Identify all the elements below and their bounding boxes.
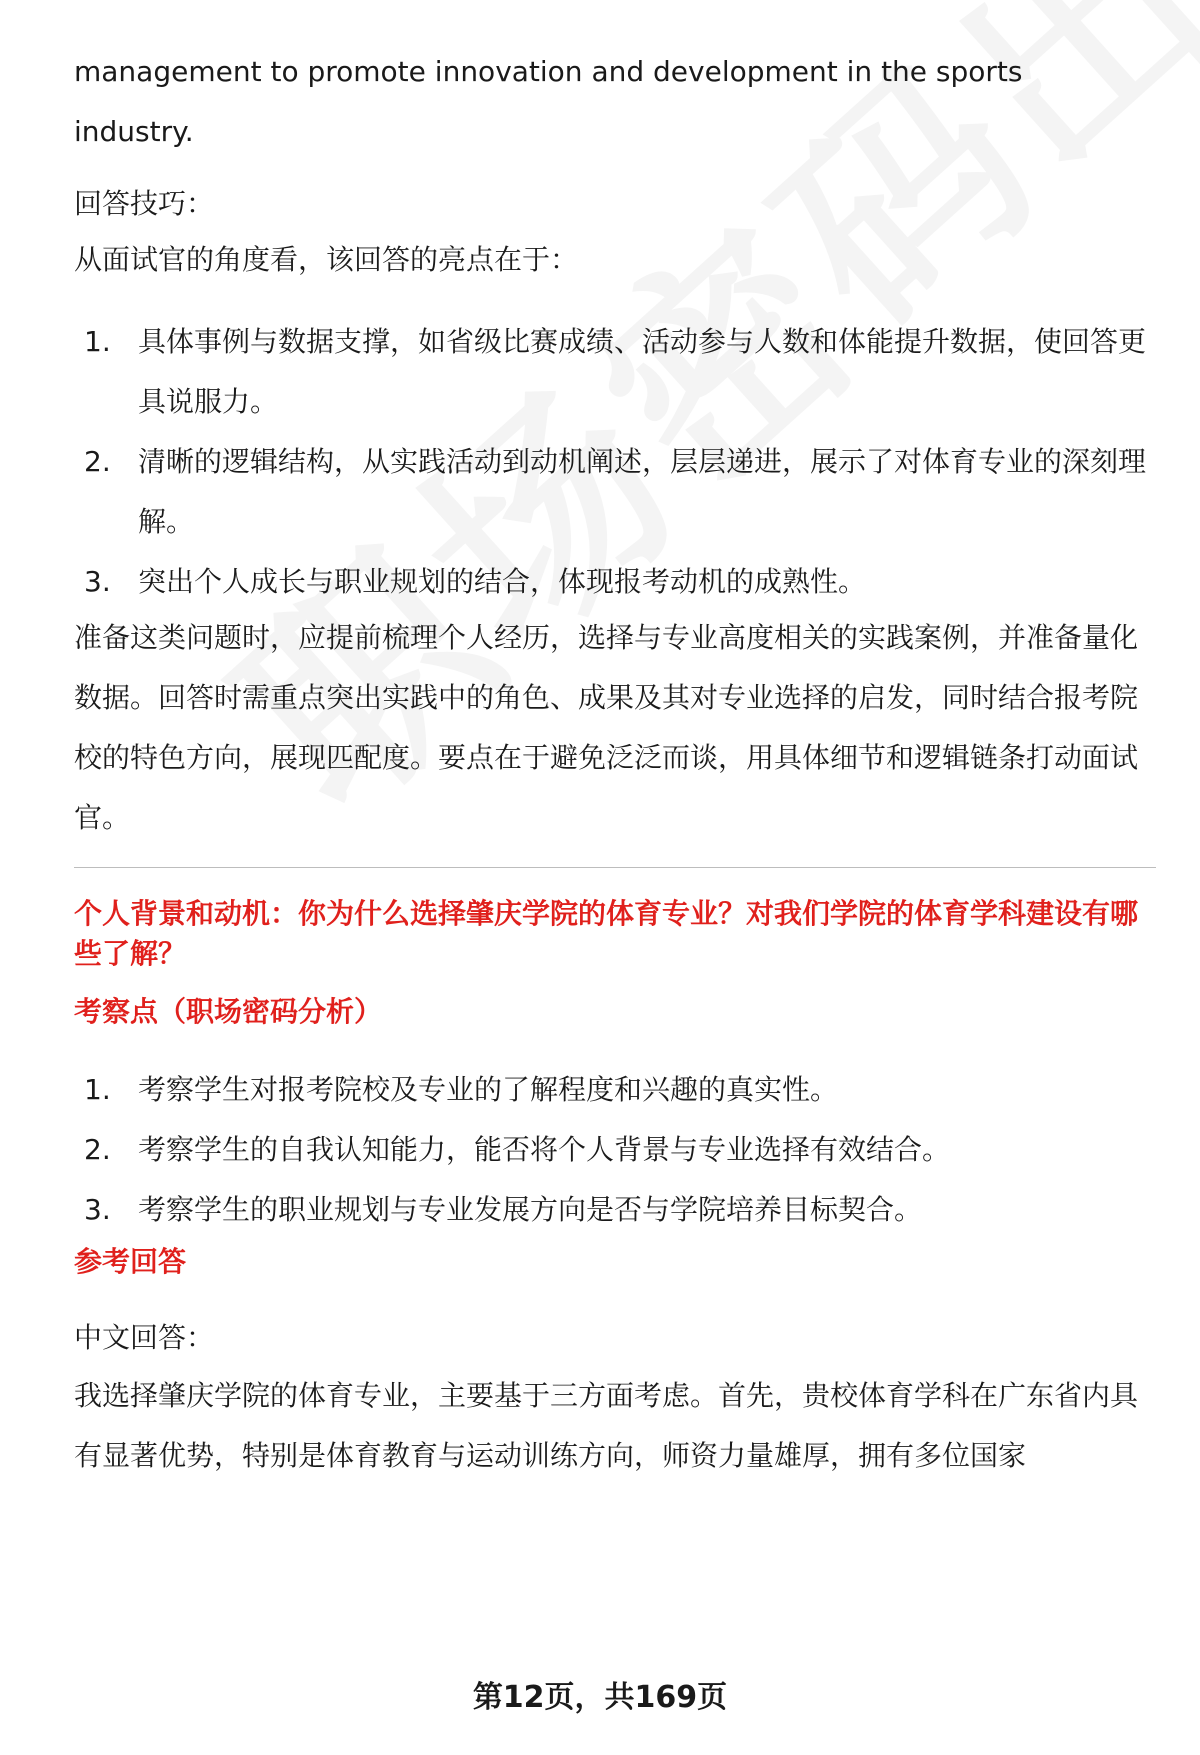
prep-paragraph [74, 608, 1156, 848]
focus-item [74, 1060, 1156, 1120]
prep-text: 准备这类问题时，应提前梳理个人经历，选择与专业高度相关的实践案例，并准备量化数据。回答时需重点突出实践中的角色、成果及其对专业选择的启发，同时结合报考院校的特色方向，展现匹配度。要点在于避免泛泛而谈，用具体细节和逻辑链条打动面试官。 [74, 621, 1139, 834]
highlight-item-text: 具体事例与数据支撑，如省级比赛成绩、活动参与人数和体能提升数据，使回答更具说服力。 [138, 325, 1147, 418]
highlight-item-number: 1. [84, 325, 111, 358]
reference-heading-block [74, 1242, 1156, 1282]
highlight-item-text: 突出个人成长与职业规划的结合，体现报考动机的成熟性。 [138, 565, 867, 598]
highlight-item [74, 552, 1156, 612]
highlight-item-number: 3. [84, 565, 111, 598]
highlight-item-number: 2. [84, 445, 111, 478]
highlight-item [74, 432, 1156, 552]
tips-lead: 从面试官的角度看，该回答的亮点在于： [74, 243, 579, 276]
chinese-answer-block [74, 1310, 1156, 1486]
focus-list [74, 1060, 1156, 1240]
focus-item-number: 2. [84, 1133, 111, 1166]
focus-item-text: 考察学生的自我认知能力，能否将个人背景与专业选择有效结合。 [138, 1133, 951, 1166]
focus-item-number: 3. [84, 1193, 111, 1226]
chinese-label: 中文回答： [74, 1321, 215, 1354]
highlight-item [74, 312, 1156, 432]
focus-item-text: 考察学生对报考院校及专业的了解程度和兴趣的真实性。 [138, 1073, 839, 1106]
question-title-block [74, 894, 1156, 974]
tips-section [74, 176, 1156, 288]
question-title: 个人背景和动机：你为什么选择肇庆学院的体育专业？对我们学院的体育学科建设有哪些了解？ [74, 897, 1139, 970]
page-number-footer: 第12页，共169页 [472, 1680, 728, 1715]
focus-heading-block [74, 992, 1156, 1032]
reference-heading: 参考回答 [74, 1245, 187, 1278]
highlight-item-text: 清晰的逻辑结构，从实践活动到动机阐述，层层递进，展示了对体育专业的深刻理解。 [138, 445, 1147, 538]
focus-item-number: 1. [84, 1073, 111, 1106]
intro-continuation [74, 42, 1156, 162]
chinese-answer-text: 我选择肇庆学院的体育专业，主要基于三方面考虑。首先，贵校体育学科在广东省内具有显著优势，特别是体育教育与运动训练方向，师资力量雄厚，拥有多位国家 [74, 1379, 1139, 1472]
tips-label: 回答技巧： [74, 187, 215, 220]
highlights-list [74, 312, 1156, 612]
section-divider [74, 867, 1156, 868]
english-answer-continuation: management to promote innovation and development in the sports industry. [74, 55, 1023, 148]
focus-heading: 考察点（职场密码分析） [74, 995, 383, 1028]
focus-item-text: 考察学生的职业规划与专业发展方向是否与学院培养目标契合。 [138, 1193, 923, 1226]
focus-item [74, 1120, 1156, 1180]
focus-item [74, 1180, 1156, 1240]
